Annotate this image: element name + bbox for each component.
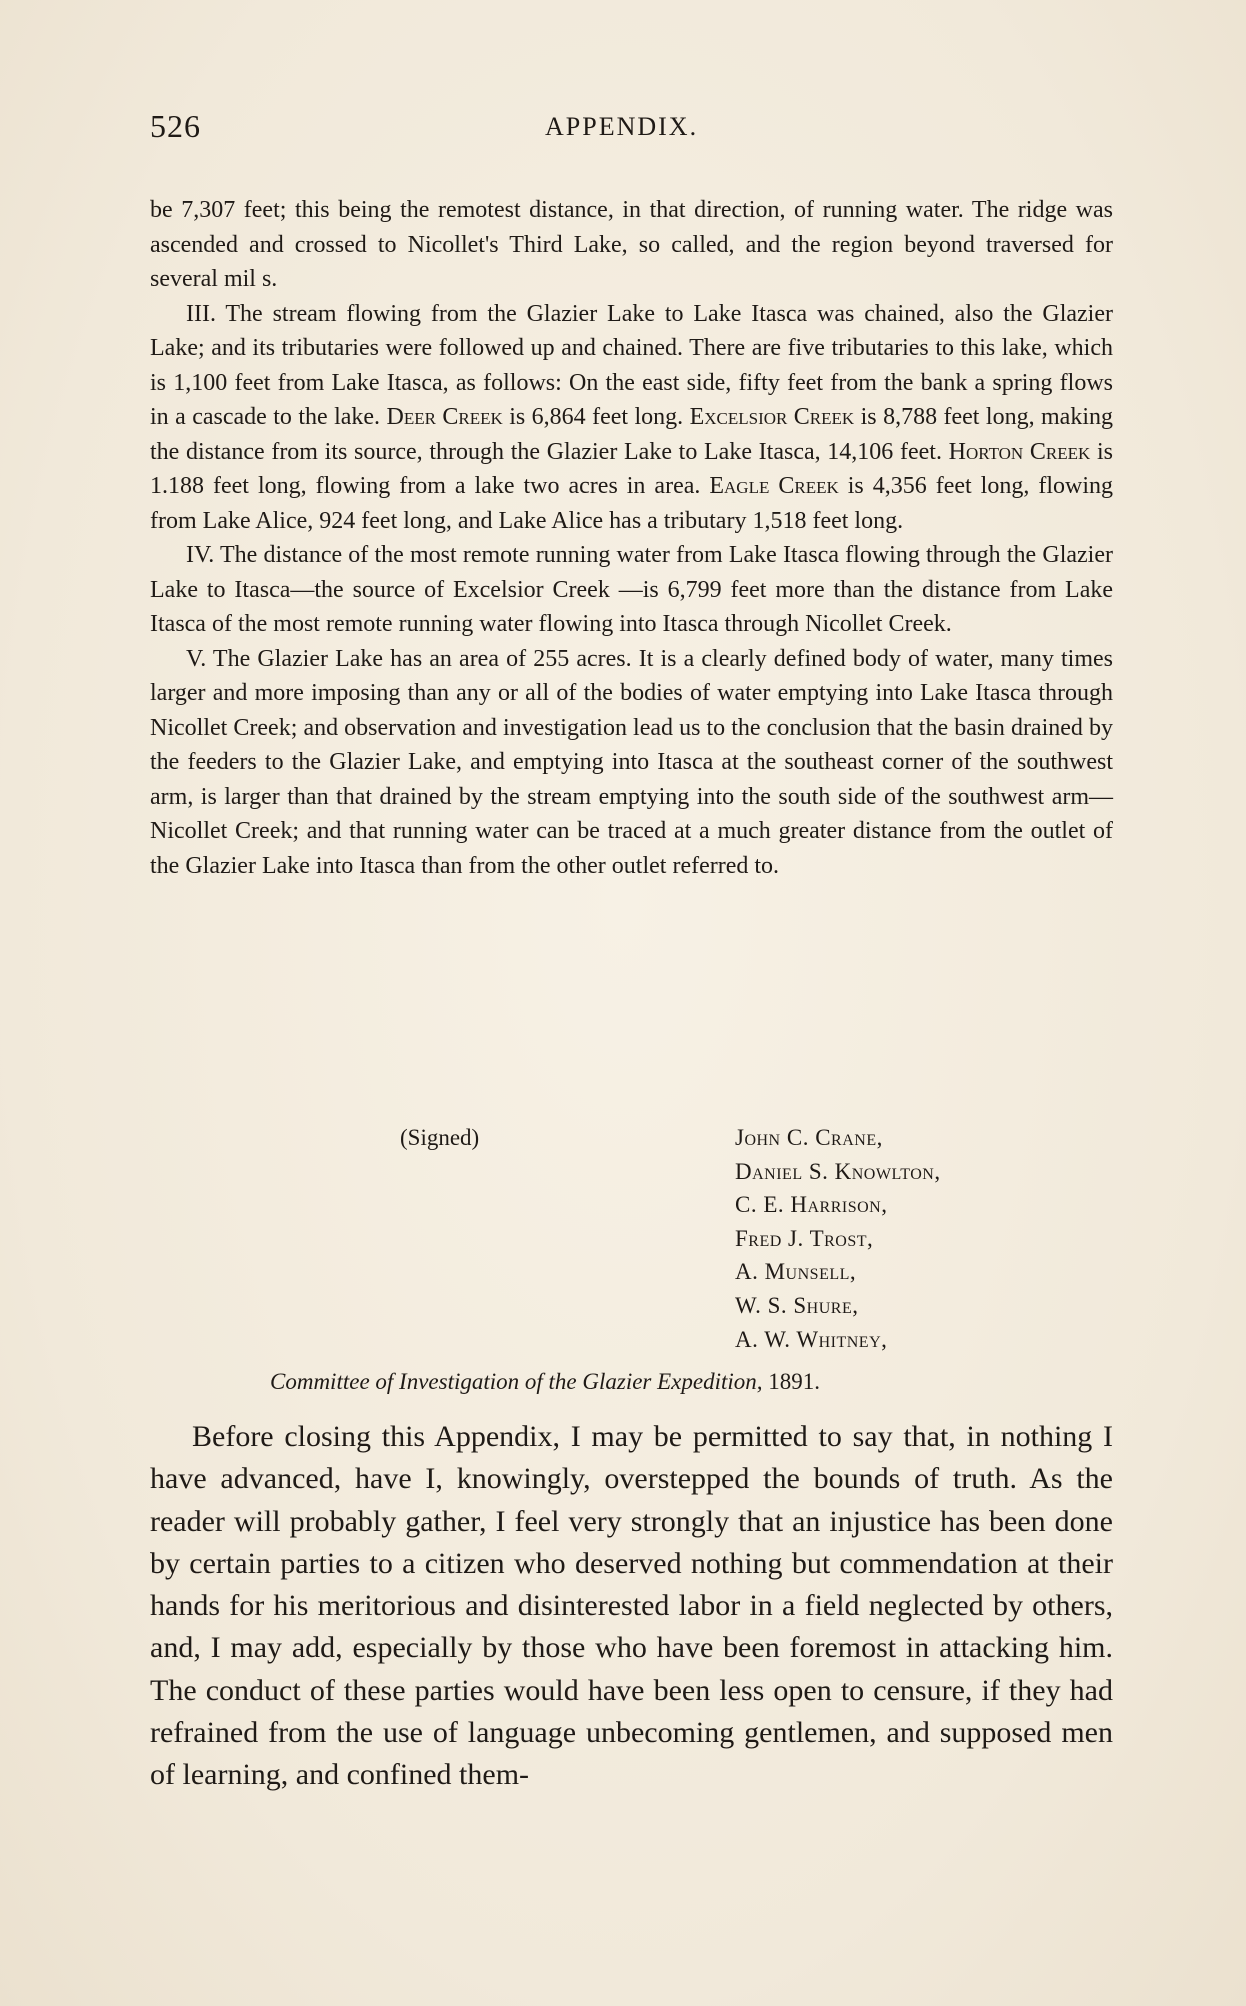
paragraph-section-v: V. The Glazier Lake has an area of 255 acres. It is a clearly defined body of water, many times larger and more imposing than any or all of the bodies of water emptying into Lake Itasca through Nicollet Creek; and observation and investigation lead us to the conclusion that the basin drained by the feeders to the Glazier Lake, and emptying into Itasca at the southeast corner of the southwest arm, is larger than that drained by the stream emptying into the south side of the southwest arm—Nicollet Creek; and that running water can be traced at a much greater distance from the outlet of the Glazier Lake into Itasca than from the other outlet referred to. [150, 645, 1113, 879]
signer-name: C. E. Harrison, [735, 1192, 888, 1218]
signer-name: A. W. Whitney, [735, 1326, 888, 1352]
committee-report-text [150, 193, 1113, 883]
committee-attribution: Committee of Investigation of the Glazier Expedition, 1891. [270, 1369, 821, 1394]
horton-creek-name: Horton Creek [948, 438, 1091, 465]
signer-name: W. S. Shure, [735, 1292, 859, 1318]
author-closing-text [150, 1416, 1113, 1797]
paragraph-section-iv: IV. The distance of the most remote running water from Lake Itasca flowing through the Glazier Lake to Itasca—the source of Excelsior Creek —is 6,799 feet more than the distance from Lake Itasca of the most remote running water flowing into Itasca through Nicollet Creek. [150, 542, 1113, 637]
signed-label: (Signed) [400, 1125, 480, 1150]
signer-name: Daniel S. Knowlton, [735, 1158, 941, 1184]
eagle-creek-name: Eagle Creek [709, 473, 839, 499]
deer-creek-name: Deer Creek [386, 404, 503, 430]
signer-name: John C. Crane, [735, 1125, 883, 1150]
page-header [150, 108, 1110, 148]
signature-block [150, 1121, 1113, 1394]
paragraph-continuation: be 7,307 feet; this being the remotest distance, in that direction, of running water. The ridge was ascended and crossed to Nicollet's Third Lake, so called, and the region beyond traversed for several mil s. [150, 197, 1113, 292]
page-number: 526 [150, 108, 201, 144]
signer-name: A. Munsell, [735, 1259, 857, 1285]
excelsior-creek-name: Excelsior Creek [689, 404, 855, 430]
running-head: APPENDIX. [545, 112, 699, 141]
signer-list [735, 1121, 941, 1356]
signer-name: Fred J. Trost, [735, 1225, 874, 1251]
paragraph-section-iii: III. The stream flowing from the Glazier Lake to Lake Itasca was chained, also the Glazier Lake; and its tributaries were followed up and chained. There are five tributaries to this lake, which is 1,100 feet from Lake Itasca, as follows: On the east side, fifty feet from the bank a spring flows in a cascade to the lake. Deer Creek is 6,864 feet long. Excelsior Creek is 8,788 feet long, making the distance from its source, through the Glazier Lake to Lake Itasca, 14,106 feet. Horton Creek is 1.188 feet long, flowing from a lake two acres in area. Eagle Creek is 4,356 feet long, flowing from Lake Alice, 924 feet long, and Lake Alice has a tributary 1,518 feet long. [150, 300, 1114, 534]
closing-paragraph: Before closing this Appendix, I may be permitted to say that, in nothing I have advanced, have I, knowingly, overstepped the bounds of truth. As the reader will probably gather, I feel very strongly that an injustice has been done by certain parties to a citizen who deserved nothing but commendation at their hands for his meritorious and disinterested labor in a field neglected by others, and, I may add, especially by those who have been foremost in attacking him. The conduct of these parties would have been less open to censure, if they had refrained from the use of language unbecoming gentlemen, and supposed men of learning, and confined them- [150, 1420, 1113, 1792]
